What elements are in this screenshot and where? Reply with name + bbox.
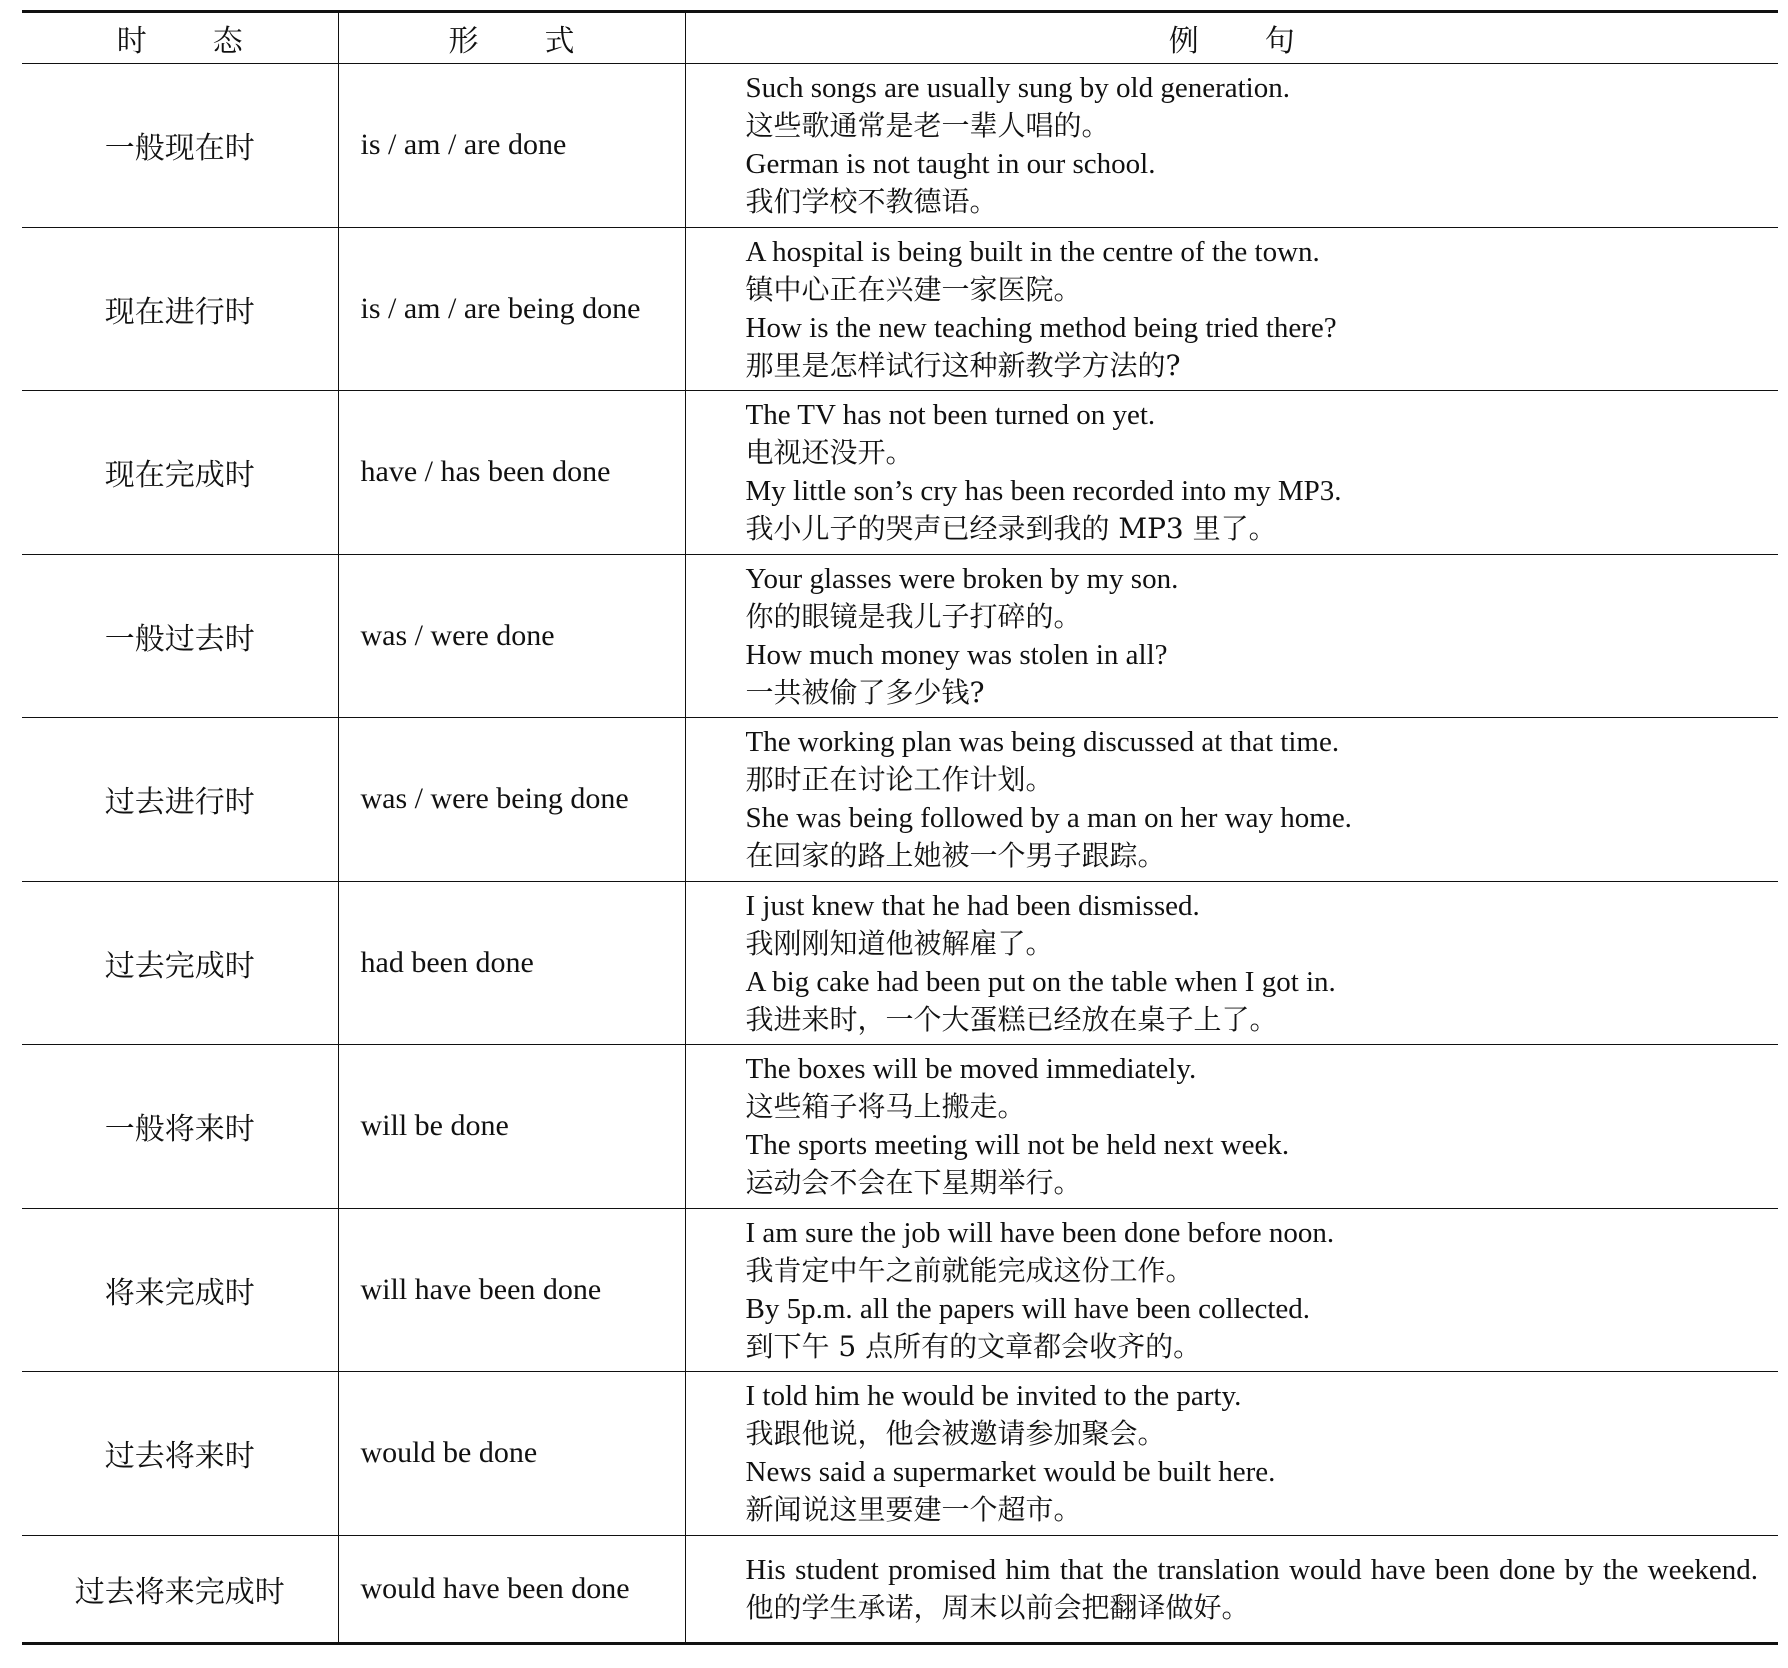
tense-cell: 一般将来时 — [22, 1045, 338, 1209]
example-translation: 我们学校不教德语。 — [745, 185, 998, 219]
form-cell: was / were being done — [338, 718, 685, 882]
example-cell — [685, 1535, 1778, 1643]
header-tense: 时 态 — [22, 12, 338, 64]
example-translation: 一共被偷了多少钱? — [745, 675, 985, 709]
example-cell — [685, 64, 1778, 228]
example-sentence: The working plan was being discussed at that time. — [745, 726, 1340, 759]
example-sentence: News said a supermarket would be built here. — [745, 1456, 1276, 1489]
example-translation: 你的眼镜是我儿子打碎的。 — [745, 599, 1082, 633]
form-cell: will have been done — [338, 1208, 685, 1372]
table-row — [22, 718, 1778, 882]
example-cell — [685, 554, 1778, 718]
example-cell — [685, 227, 1778, 391]
example-sentence: I just knew that he had been dismissed. — [745, 889, 1200, 922]
example-sentence: My little son’s cry has been recorded into my MP3. — [745, 475, 1342, 508]
header-example: 例 句 — [685, 12, 1778, 64]
example-translation: 我肯定中午之前就能完成这份工作。 — [745, 1253, 1194, 1287]
example-sentence: How is the new teaching method being tried there? — [745, 311, 1337, 344]
table-row — [22, 391, 1778, 555]
example-translation: 电视还没开。 — [745, 436, 914, 470]
example-cell — [685, 1045, 1778, 1209]
example-translation: 他的学生承诺，周末以前会把翻译做好。 — [745, 1590, 1250, 1624]
form-cell: have / has been done — [338, 391, 685, 555]
passive-voice-table — [22, 10, 1778, 1645]
form-cell: is / am / are done — [338, 64, 685, 228]
example-cell — [685, 718, 1778, 882]
example-sentence: How much money was stolen in all? — [745, 638, 1168, 671]
form-cell: would be done — [338, 1372, 685, 1536]
form-cell: is / am / are being done — [338, 227, 685, 391]
example-translation: 我刚刚知道他被解雇了。 — [745, 926, 1054, 960]
example-translation: 我进来时，一个大蛋糕已经放在桌子上了。 — [745, 1002, 1278, 1036]
tense-cell: 将来完成时 — [22, 1208, 338, 1372]
example-translation: 我跟他说，他会被邀请参加聚会。 — [745, 1417, 1166, 1451]
example-sentence: By 5p.m. all the papers will have been collected. — [745, 1292, 1311, 1325]
table-row — [22, 1208, 1778, 1372]
example-sentence: Such songs are usually sung by old generation. — [745, 72, 1290, 105]
example-translation: 新闻说这里要建一个超市。 — [745, 1493, 1082, 1527]
example-translation: 镇中心正在兴建一家医院。 — [745, 272, 1082, 306]
example-sentence: German is not taught in our school. — [745, 148, 1156, 181]
tense-cell: 过去完成时 — [22, 881, 338, 1045]
example-translation: 那里是怎样试行这种新教学方法的? — [745, 348, 1181, 382]
example-translation: 这些歌通常是老一辈人唱的。 — [745, 109, 1110, 143]
example-sentence: The TV has not been turned on yet. — [745, 399, 1156, 432]
tense-cell: 过去将来完成时 — [22, 1535, 338, 1643]
form-cell: will be done — [338, 1045, 685, 1209]
example-sentence: I told him he would be invited to the party. — [745, 1380, 1242, 1413]
table-row — [22, 554, 1778, 718]
tense-cell: 过去将来时 — [22, 1372, 338, 1536]
tense-cell: 现在完成时 — [22, 391, 338, 555]
tense-cell: 一般过去时 — [22, 554, 338, 718]
example-sentence: A hospital is being built in the centre of the town. — [745, 235, 1320, 268]
header-form: 形 式 — [338, 12, 685, 64]
example-translation: 这些箱子将马上搬走。 — [745, 1090, 1026, 1124]
table-row — [22, 227, 1778, 391]
form-cell: had been done — [338, 881, 685, 1045]
example-sentence: A big cake had been put on the table when I got in. — [745, 965, 1336, 998]
example-cell — [685, 1208, 1778, 1372]
example-sentence: Your glasses were broken by my son. — [745, 562, 1179, 595]
example-sentence: The boxes will be moved immediately. — [745, 1053, 1197, 1086]
tense-cell: 一般现在时 — [22, 64, 338, 228]
example-sentence: I am sure the job will have been done before noon. — [745, 1216, 1335, 1249]
header-row — [22, 12, 1778, 64]
example-sentence: The sports meeting will not be held next week. — [745, 1129, 1290, 1162]
table-row — [22, 1045, 1778, 1209]
tense-cell: 过去进行时 — [22, 718, 338, 882]
example-translation: 运动会不会在下星期举行。 — [745, 1166, 1082, 1200]
table-row — [22, 64, 1778, 228]
form-cell: would have been done — [338, 1535, 685, 1643]
form-cell: was / were done — [338, 554, 685, 718]
tense-cell: 现在进行时 — [22, 227, 338, 391]
example-translation: 到下午 5 点所有的文章都会收齐的。 — [745, 1329, 1202, 1363]
example-cell — [685, 1372, 1778, 1536]
example-translation: 在回家的路上她被一个男子跟踪。 — [745, 839, 1166, 873]
example-cell — [685, 391, 1778, 555]
example-sentence: She was being followed by a man on her way home. — [745, 802, 1352, 835]
example-cell — [685, 881, 1778, 1045]
example-translation: 我小儿子的哭声已经录到我的 MP3 里了。 — [745, 512, 1277, 546]
example-translation: 那时正在讨论工作计划。 — [745, 763, 1054, 797]
table-row — [22, 1535, 1778, 1643]
table-row — [22, 1372, 1778, 1536]
table-row — [22, 881, 1778, 1045]
example-sentence: His student promised him that the translation would have been done by the weekend. — [745, 1553, 1758, 1586]
